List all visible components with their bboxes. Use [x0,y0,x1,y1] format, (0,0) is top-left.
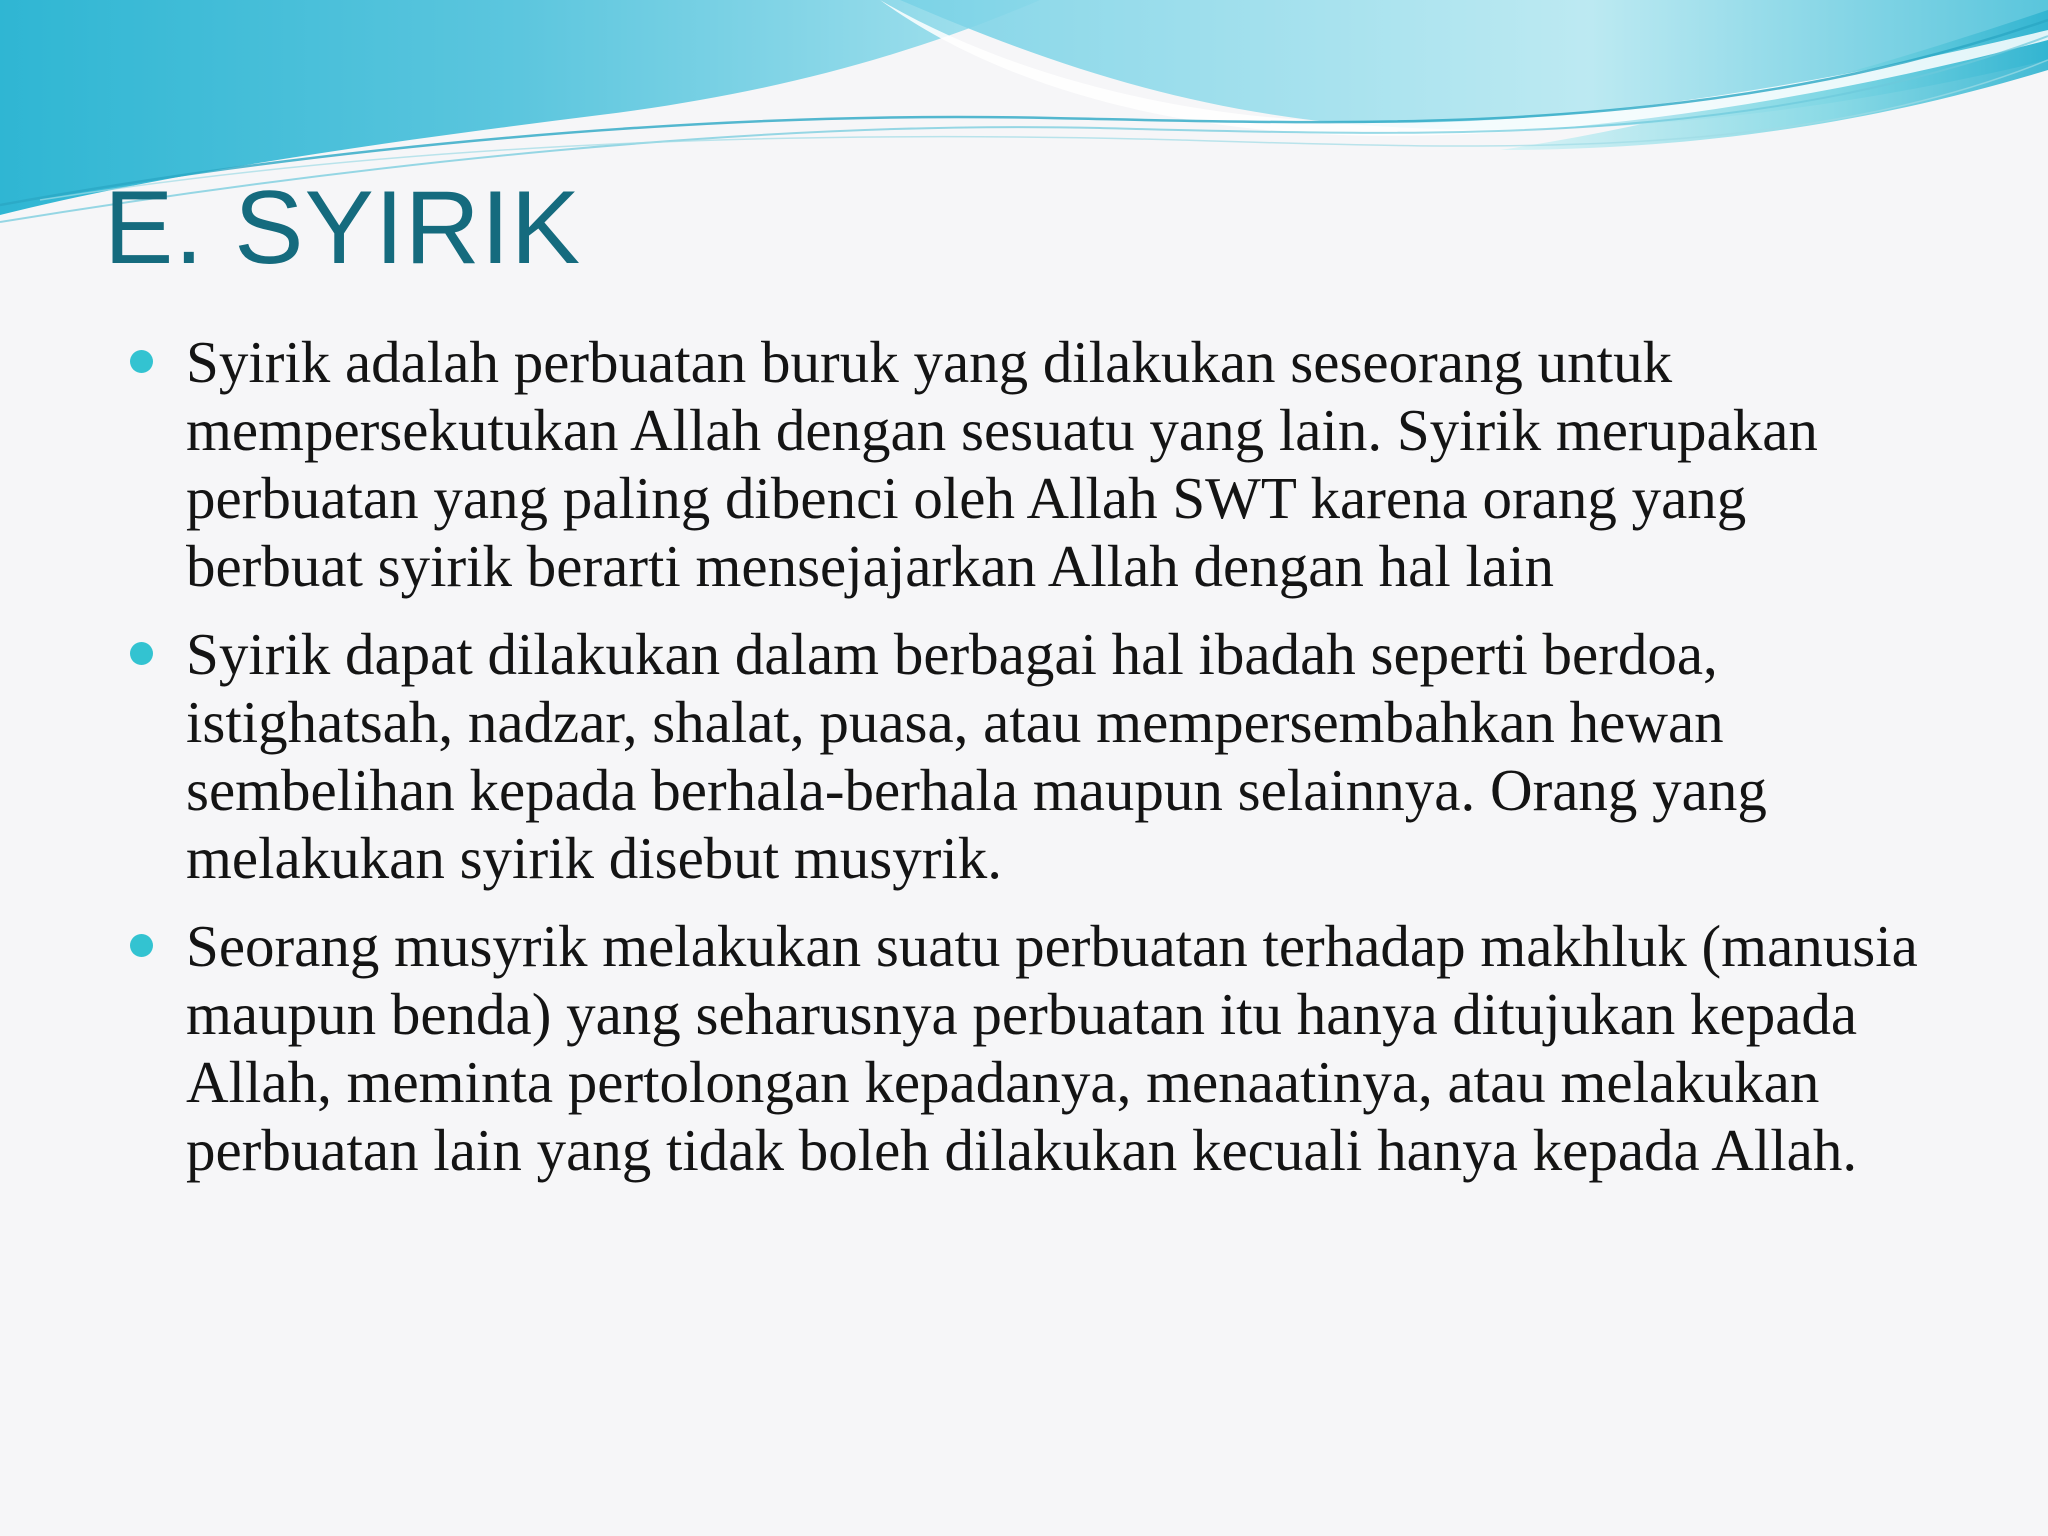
bullet-dot-icon [130,934,153,957]
bullet-dot-icon [130,350,153,373]
list-item [186,620,1926,892]
bullet-text: Seorang musyrik melakukan suatu perbuatan terhadap makhluk (manusia maupun benda) yang seharusnya perbuatan itu hanya ditujukan kepada Allah, meminta pertolongan kepadanya, menaatinya, atau melakukan perbuatan lain yang tidak boleh dilakukan kecuali hanya kepada Allah. [186,913,1918,1183]
bullet-text: Syirik dapat dilakukan dalam berbagai hal ibadah seperti berdoa, istighatsah, nadzar, shalat, puasa, atau mempersembahkan hewan sembelihan kepada berhala-berhala maupun selainnya. Orang yang melakukan syirik disebut musyrik. [186,621,1767,891]
list-item [186,912,1926,1184]
bullet-text: Syirik adalah perbuatan buruk yang dilakukan seseorang untuk mempersekutukan Allah dengan sesuatu yang lain. Syirik merupakan perbuatan yang paling dibenci oleh Allah SWT karena orang yang berbuat syirik berarti mensejajarkan Allah dengan hal lain [186,329,1818,599]
bullet-list [186,328,1926,1204]
list-item [186,328,1926,600]
slide-title: E. SYIRIK [104,170,582,286]
bullet-dot-icon [130,642,153,665]
